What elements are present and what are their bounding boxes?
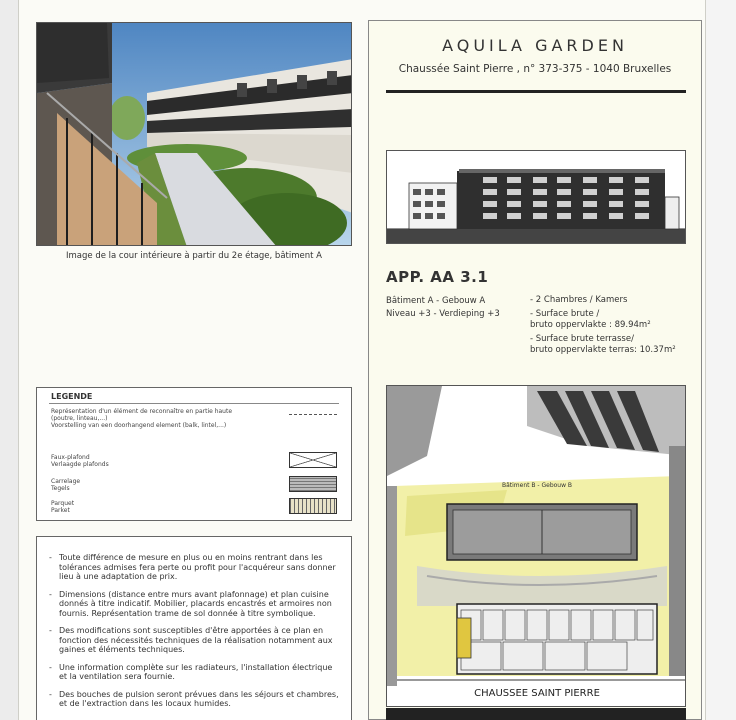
note-item: - Des modifications sont susceptibles d'être apportées à ce plan en fonction des nécessités techniques de la réalisation notamment aux gaines et éléments techniques. — [59, 626, 339, 655]
terrace-surface-fr: - Surface brute terrasse/ — [530, 334, 634, 344]
terrace-surface-nl: bruto oppervlakte terras: 10.37m² — [530, 345, 676, 355]
legend-item-false-ceiling: Faux-plafond Verlaagde plafonds — [51, 454, 109, 468]
courtyard-photo — [36, 22, 352, 246]
apartment-name: APP. AA 3.1 — [386, 268, 489, 286]
apartment-location — [386, 295, 500, 321]
title-divider — [386, 90, 686, 93]
street-label: CHAUSSEE SAINT PIERRE — [474, 688, 600, 699]
legend-item-parquet: Parquet Parket — [51, 500, 75, 514]
note-item: - Dimensions (distance entre murs avant plafonnage) et plan cuisine donnés à titre indicatif. Mobilier, placards encastrés et armoires non fournis. Représentation trame de sol donnée à titre symbolique. — [59, 590, 339, 619]
rooms-label: - 2 Chambres / Kamers — [530, 295, 628, 305]
building-b-label: Bâtiment B - Gebouw B — [501, 482, 573, 489]
gross-surface — [530, 309, 676, 331]
legend-swatch-false-ceiling — [289, 452, 337, 468]
legend-swatch-parquet — [289, 498, 337, 514]
address: Chaussée Saint Pierre , n° 373-375 - 1040 Bruxelles — [398, 63, 672, 75]
legend-box — [36, 387, 352, 521]
note-item: - Des bouches de pulsion seront prévues dans les séjours et chambres, et de l'extraction dans les locaux humides. — [59, 690, 339, 709]
legend-item-beam: Représentation d'un élément de reconnaître en partie haute (poutre, linteau,...) Voorstelling van een doorhangend element (balk, lintel,...) — [51, 408, 233, 429]
building-label: Bâtiment A - Gebouw A — [386, 296, 486, 306]
note-item: - Une information complète sur les radiateurs, l'installation électrique et la ventilation sera fournie. — [59, 663, 339, 682]
facade-elevation-drawing — [386, 150, 686, 244]
gross-surface-nl: bruto oppervlakte : 89.94m² — [530, 320, 651, 330]
apartment-specs — [530, 295, 676, 359]
legend-title: LEGENDE — [51, 392, 93, 401]
legend-item-tiles: Carrelage Tegels — [51, 478, 81, 492]
gross-surface-fr: - Surface brute / — [530, 309, 600, 319]
legend-swatch-beam — [289, 414, 337, 415]
level-label: Niveau +3 - Verdieping +3 — [386, 309, 500, 319]
notes-box — [36, 536, 352, 720]
page-title: AQUILA GARDEN — [442, 36, 628, 55]
note-item: - Toute différence de mesure en plus ou en moins rentrant dans les tolérances admises fera perte ou profit pour l'acquéreur sans donner lieu à une adaptation de prix. — [59, 553, 339, 582]
photo-caption: Image de la cour intérieure à partir du 2e étage, bâtiment A — [66, 251, 322, 261]
page-gutter — [706, 0, 736, 720]
legend-swatch-tiles — [289, 476, 337, 492]
plan-footer-bar — [386, 708, 686, 720]
site-plan — [386, 385, 686, 707]
legend-divider — [49, 403, 339, 404]
terrace-surface — [530, 334, 676, 356]
